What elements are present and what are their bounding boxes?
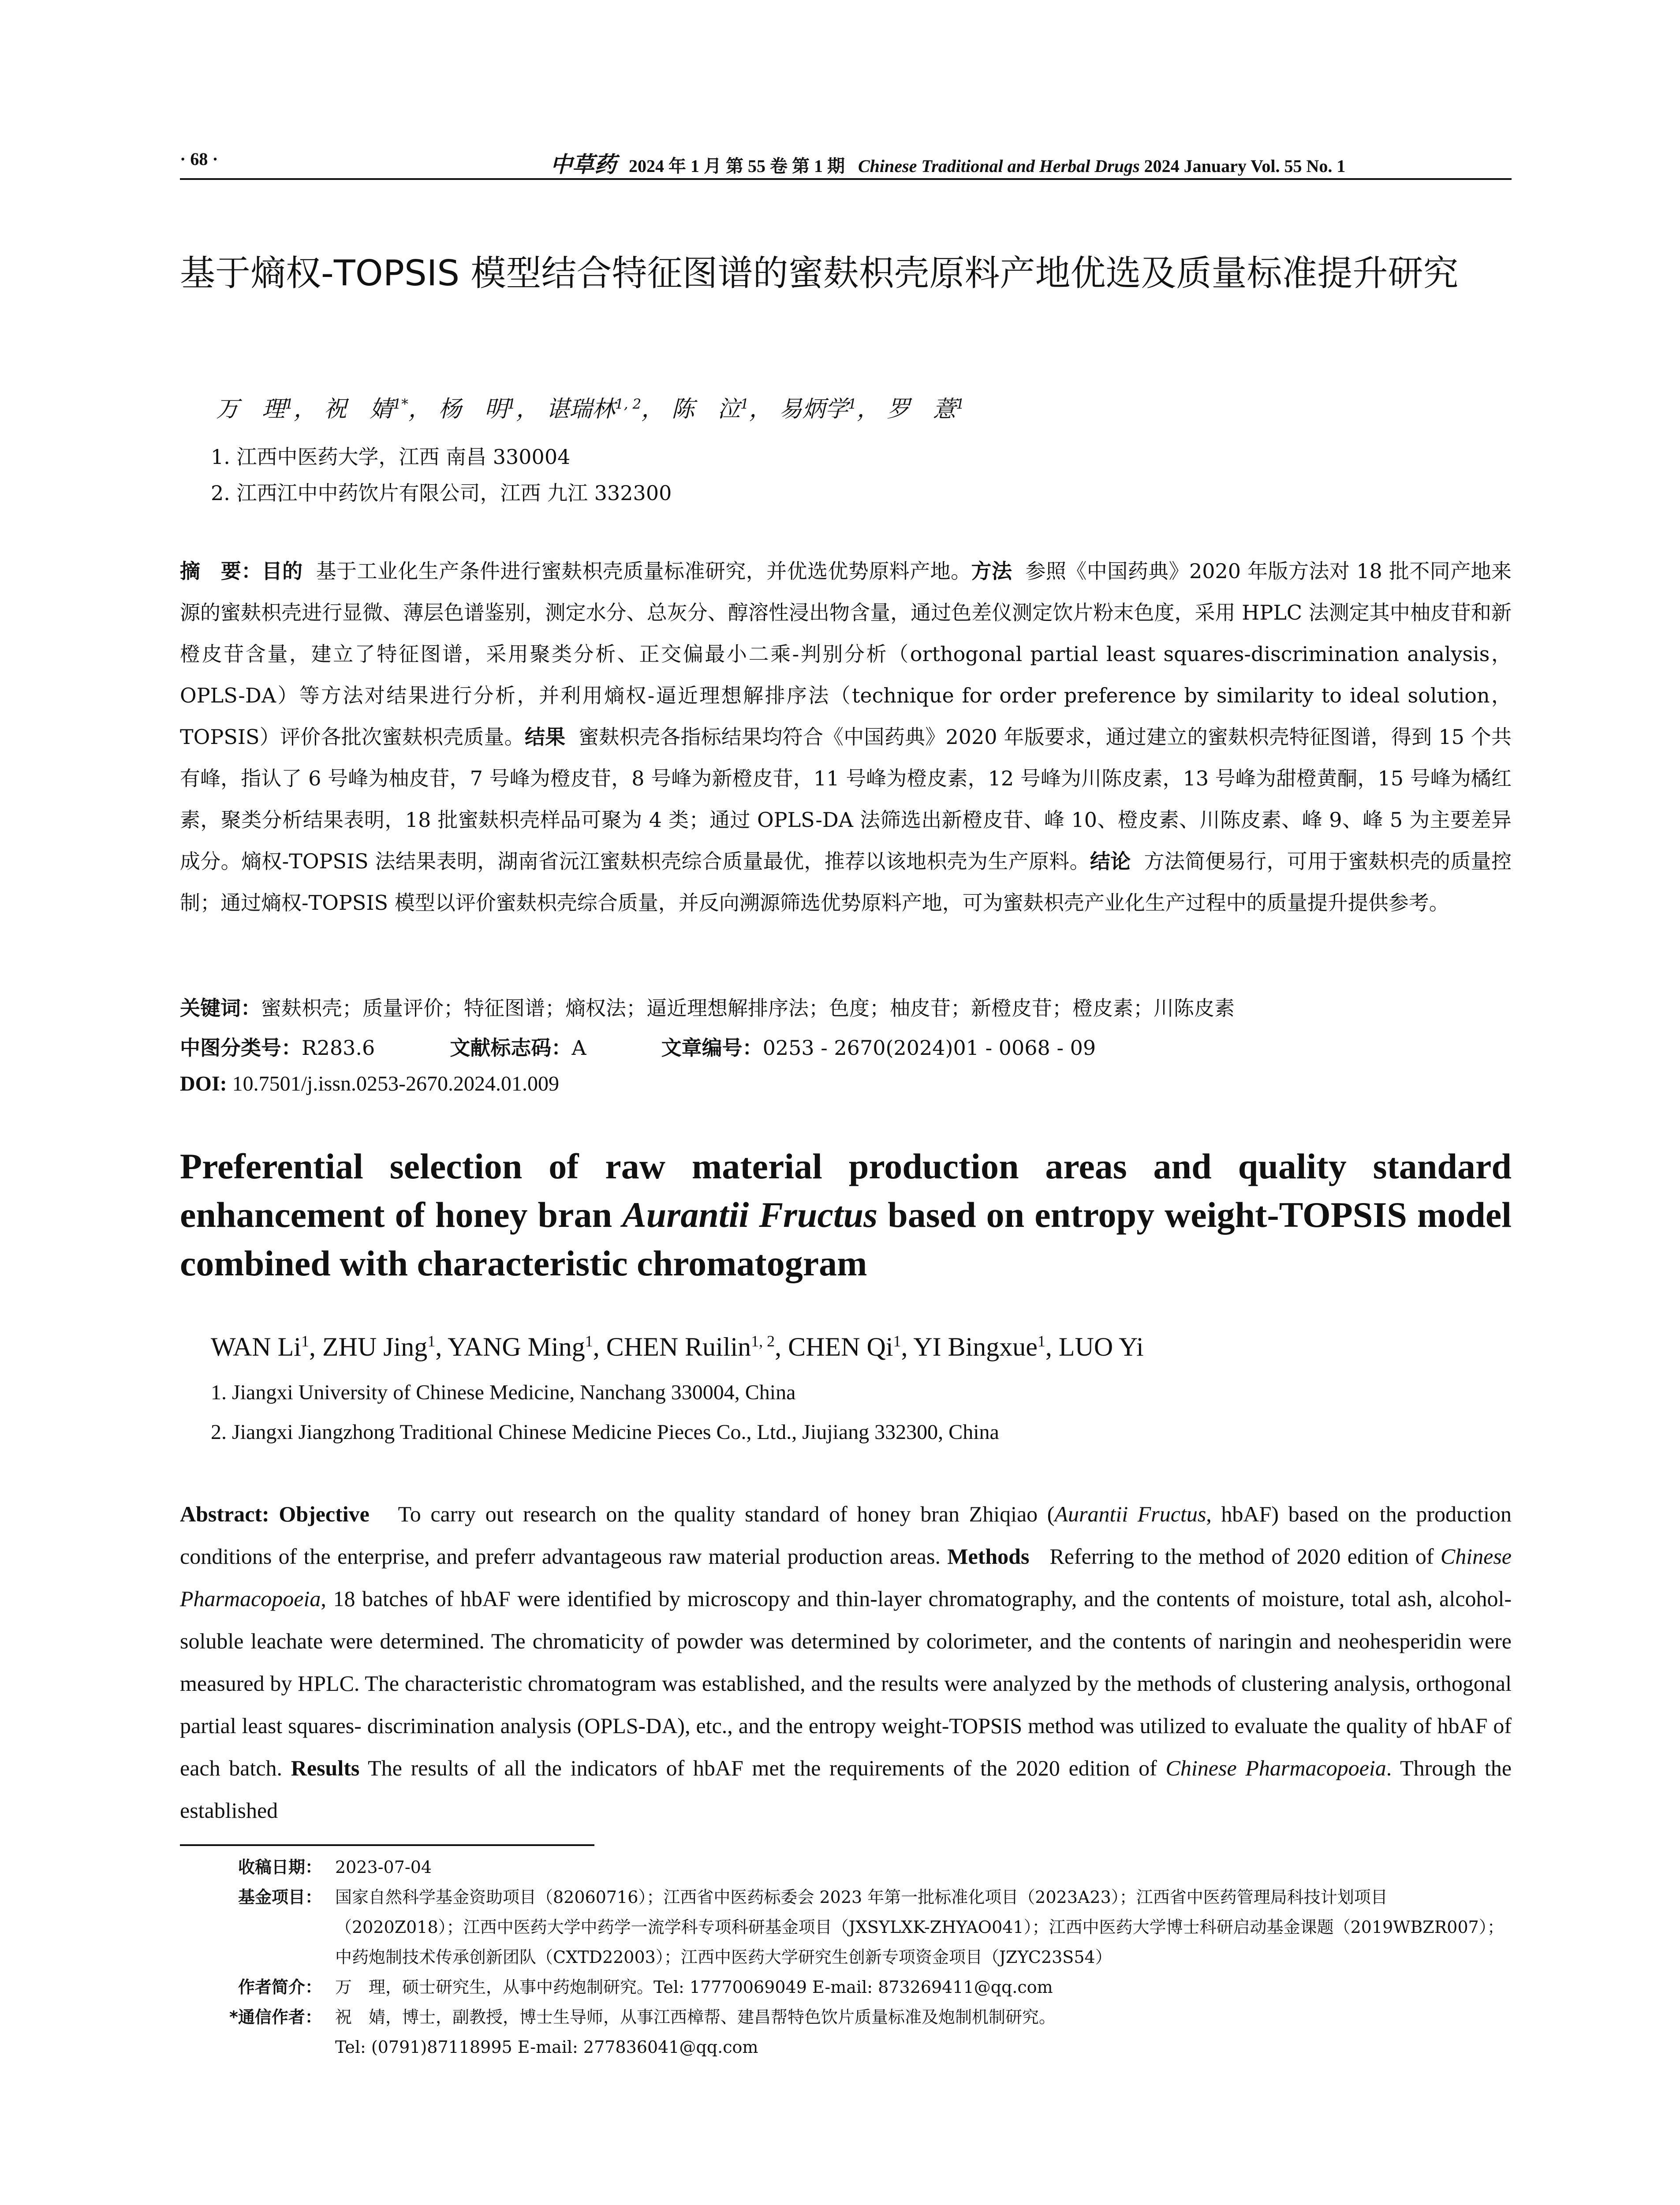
author-en: YI Bingxue <box>913 1332 1038 1361</box>
abstract-en-label: Abstract: <box>180 1502 269 1526</box>
footnote-funding <box>238 1882 1512 1972</box>
clc-value: R283.6 <box>302 1036 375 1060</box>
methods-en-label: Methods <box>947 1544 1030 1569</box>
author-sup: 1 <box>893 1332 901 1350</box>
running-header <box>180 143 1512 179</box>
author-cn: 谌瑞林 <box>546 396 615 422</box>
authors-en: WAN Li$^1$, ZHU Jing$^1$, YANG Ming$^1$, CHEN Ruilin$^{1, 2}$, CHEN Qi$^1$, YI Bingxue$^1$, LUO Yi <box>211 1332 1144 1361</box>
conclusion-text: 方法简便易行，可用于蜜麸枳壳的质量控制；通过熵权-TOPSIS 模型以评价蜜麸枳壳综合质量，并反向溯源筛选优势原料产地，可为蜜麸枳壳产业化生产过程中的质量提升提供参考。 <box>180 849 1512 915</box>
methods-label: 方法 <box>971 559 1012 583</box>
author-sup: 1, 2 <box>751 1332 775 1350</box>
author-en: WAN Li <box>211 1332 301 1361</box>
objective-en-italic: Aurantii Fructus <box>1054 1502 1206 1526</box>
affiliation-en-2: 2. Jiangxi Jiangzhong Traditional Chinese Medicine Pieces Co., Ltd., Jiujiang 332300, China <box>211 1420 999 1444</box>
author-sup: 1 <box>956 396 965 412</box>
footnote-text: 祝 婧，博士，副教授，博士生导师，从事江西樟帮、建昌帮特色饮片质量标准及炮制机制研究。 <box>335 2007 1056 2027</box>
footnote-label: 基金项目： <box>238 1887 322 1907</box>
methods-en-italic: Chinese Pharmacopoeia <box>180 1544 1512 1611</box>
footnote-contact <box>238 2032 1512 2062</box>
classification-line <box>180 1032 1096 1061</box>
doc-code-label: 文献标志码： <box>450 1036 572 1060</box>
doi-line <box>180 1072 559 1096</box>
journal-name-cn: 中草药 <box>550 151 616 177</box>
authors-cn: 万 理$^1$， 祝 婧$^{1*}$， 杨 明$^1$， 谌瑞林$^{1, 2}$， 陈 泣$^1$， 易炳学$^1$， 罗 薏$^1$ <box>216 396 965 422</box>
objective-en-text: To carry out research on the quality standard of honey bran Zhiqiao ( <box>398 1502 1055 1526</box>
footnote-text: 万 理，硕士研究生，从事中药炮制研究。Tel: 17770069049 E-mail: 873269411@qq.com <box>335 1977 1053 1997</box>
article-no-label: 文章编号： <box>661 1036 763 1060</box>
footnote-label: 作者简介： <box>238 1977 322 1997</box>
methods-text: 参照《中国药典》2020 年版方法对 18 批不同产地来源的蜜麸枳壳进行显微、薄层色谱鉴别，测定水分、总灰分、醇溶性浸出物含量，通过色差仪测定饮片粉末色度，采用 HPLC 法测定其中柚皮苷和新橙皮苷含量，建立了特征图谱，采用聚类分析、正交偏最小二乘-判别分析（orthogonal partial least squares-discrimination analysis，OPLS-DA）等方法对结果进行分析，并利用熵权-逼近理想解排序法（technique for order preference by similarity to ideal solution，TOPSIS）评价各批次蜜麸枳壳质量。 <box>180 559 1512 749</box>
title-en-part1: Preferential selection of raw material production areas and quality standard enhancement of honey bran <box>180 1146 1512 1235</box>
journal-name-en: Chinese Traditional and Herbal Drugs <box>858 156 1140 176</box>
affiliation-en-1: 1. Jiangxi University of Chinese Medicine, Nanchang 330004, China <box>211 1381 796 1404</box>
results-text: 蜜麸枳壳各指标结果均符合《中国药典》2020 年版要求，通过建立的蜜麸枳壳特征图谱，得到 15 个共有峰，指认了 6 号峰为柚皮苷，7 号峰为橙皮苷，8 号峰为新橙皮苷，11 号峰为橙皮素，12 号峰为川陈皮素，13 号峰为甜橙黄酮，15 号峰为橘红素，聚类分析结果表明，18 批蜜麸枳壳样品可聚为 4 类；通过 OPLS-DA 法筛选出新橙皮苷、峰 10、橙皮素、川陈皮素、峰 9、峰 5 为主要差异成分。熵权-TOPSIS 法结果表明，湖南省沅江蜜麸枳壳综合质量最优，推荐以该地枳壳为生产原料。 <box>180 725 1512 873</box>
author-sup: 1 <box>1037 1332 1045 1350</box>
author-sup: 1 <box>285 396 294 412</box>
results-en-label: Results <box>291 1756 360 1780</box>
conclusion-label: 结论 <box>1090 849 1131 873</box>
author-sup: 1 <box>585 1332 593 1350</box>
doi-value: 10.7501/j.issn.0253-2670.2024.01.009 <box>232 1072 560 1095</box>
footnote-text: 2023-07-04 <box>335 1857 432 1877</box>
author-cn: 杨 明 <box>438 396 508 422</box>
objective-text: 基于工业化生产条件进行蜜麸枳壳质量标准研究，并优选优势原料产地。 <box>316 559 971 583</box>
abstract-en <box>180 1493 1512 1831</box>
author-cn: 万 理 <box>216 396 285 422</box>
author-sup: 1 <box>427 1332 436 1350</box>
footnote-label: 收稿日期： <box>238 1857 322 1877</box>
results-en-text-2: . Through the established <box>180 1756 1512 1823</box>
footnote-author-bio <box>238 1972 1512 2002</box>
clc-label: 中图分类号： <box>180 1036 302 1060</box>
author-cn: 陈 泣 <box>671 396 740 422</box>
objective-en-label: Objective <box>279 1502 370 1526</box>
title-en <box>180 1142 1512 1288</box>
footnote-text: 国家自然科学基金资助项目（82060716）；江西省中医药标委会 2023 年第一批标准化项目（2023A23）；江西省中医药管理局科技计划项目（2020Z018）；江西中医药大学中药学一流学科专项科研基金项目（JXSYLXK-ZHYAO041）；江西中医药大学博士科研启动基金课题（2019WBZR007）；中药炮制技术传承创新团队（CXTD22003）；江西中医药大学研究生创新专项资金项目（JZYC23S54） <box>335 1887 1504 1967</box>
author-sup: 1 <box>301 1332 309 1350</box>
journal-issue-line <box>550 147 1345 179</box>
abstract-cn <box>180 550 1512 923</box>
keywords-text: 蜜麸枳壳；质量评价；特征图谱；熵权法；逼近理想解排序法；色度；柚皮苷；新橙皮苷；橙皮素；川陈皮素 <box>261 996 1235 1020</box>
author-sup: 1 <box>848 396 857 412</box>
title-en-part2: based on entropy weight-TOPSIS model combined with characteristic chromatogram <box>180 1195 1512 1283</box>
affiliation-cn-2: 2. 江西江中中药饮片有限公司，江西 九江 332300 <box>211 481 672 505</box>
issue-cn: 2024 年 1 月 第 55 卷 第 1 期 <box>629 156 845 176</box>
objective-en-text-2: , hbAF) based on the production conditions of the enterprise, and preferr advantageous raw material production areas. <box>180 1502 1512 1569</box>
methods-en-text: Referring to the method of 2020 edition of <box>1049 1544 1441 1569</box>
author-en: LUO Yi <box>1058 1332 1144 1361</box>
results-en-italic: Chinese Pharmacopoeia <box>1165 1756 1386 1780</box>
footnote-text: Tel: (0791)87118995 E-mail: 277836041@qq.com <box>335 2037 758 2057</box>
author-sup: 1 <box>507 396 516 412</box>
author-en: CHEN Qi <box>788 1332 893 1361</box>
footnote-rule <box>180 1844 594 1846</box>
article-no-value: 0253 - 2670(2024)01 - 0068 - 09 <box>762 1036 1096 1060</box>
author-sup: 1* <box>392 396 408 412</box>
author-sup: 1 <box>740 396 749 412</box>
keywords-cn <box>180 992 1235 1021</box>
footnote-label: *通信作者： <box>229 2007 322 2027</box>
author-en: YANG Ming <box>448 1332 585 1361</box>
author-en: ZHU Jing <box>322 1332 428 1361</box>
results-label: 结果 <box>524 725 566 749</box>
footnote-received <box>238 1852 1512 1882</box>
author-cn: 罗 薏 <box>887 396 956 422</box>
footnote-corresponding <box>229 2002 1512 2032</box>
author-cn: 易炳学 <box>779 396 848 422</box>
page-number: · 68 · <box>180 149 218 169</box>
title-en-italic: Aurantii Fructus <box>622 1195 878 1235</box>
doc-code-value: A <box>571 1036 586 1060</box>
title-cn: 基于熵权-TOPSIS 模型结合特征图谱的蜜麸枳壳原料产地优选及质量标准提升研究 <box>180 253 1459 294</box>
author-en: CHEN Ruilin <box>606 1332 751 1361</box>
doi-label: DOI: <box>180 1072 227 1095</box>
author-cn: 祝 婧 <box>324 396 393 422</box>
header-rule <box>180 178 1512 180</box>
objective-label: 目的 <box>261 559 303 583</box>
affiliation-cn-1: 1. 江西中医药大学，江西 南昌 330004 <box>211 445 571 469</box>
keywords-label: 关键词： <box>180 996 261 1020</box>
methods-en-text-2: , 18 batches of hbAF were identified by microscopy and thin-layer chromatography, and the contents of moisture, total ash, alcohol-soluble leachate were determined. The chromaticity of powder was determined by colorimeter, and the contents of naringin and neohesperidin were measured by HPLC. The characteristic chromatogram was established, and the results were analyzed by the methods of clustering analysis, orthogonal partial least squares- discrimination analysis (OPLS-DA), etc., and the entropy weight-TOPSIS method was utilized to evaluate the quality of hbAF of each batch. <box>180 1586 1512 1780</box>
author-sup: 1, 2 <box>615 396 642 412</box>
results-en-text: The results of all the indicators of hbAF met the requirements of the 2020 edition of <box>368 1756 1166 1780</box>
issue-en: 2024 January Vol. 55 No. 1 <box>1144 156 1346 176</box>
footnotes <box>229 1852 1512 2062</box>
abstract-label: 摘 要： <box>180 559 262 583</box>
